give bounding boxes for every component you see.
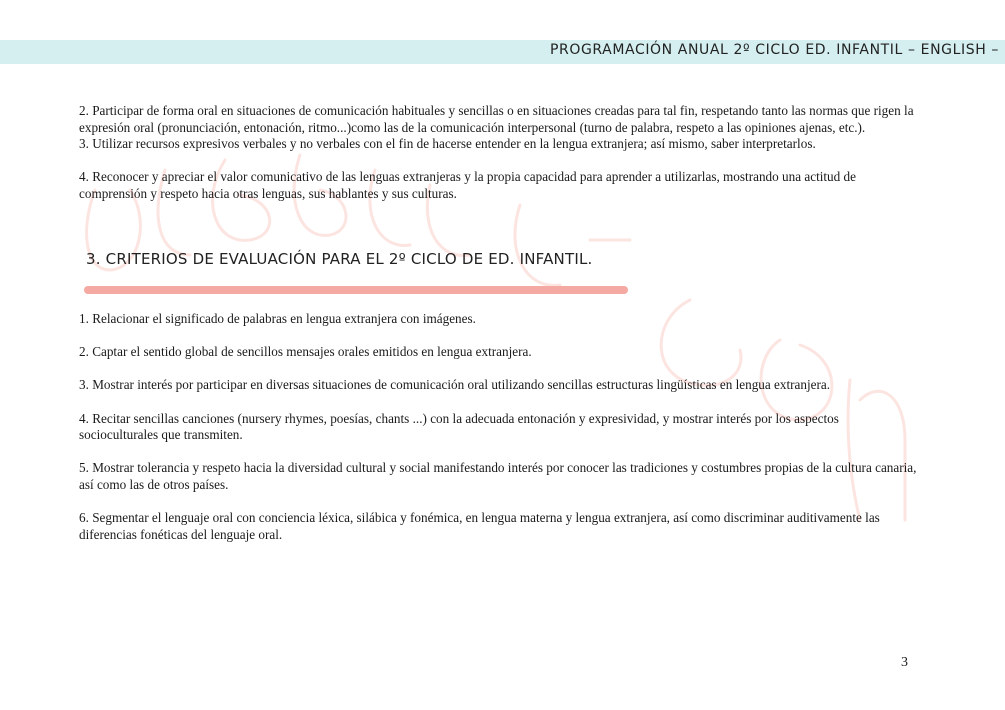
objective-2: 2. Participar de forma oral en situaciones de comunicación habituales y sencillas o en situaciones creadas para tal fin, respetando tanto las normas que rigen la expresión oral (pronunciación, entonación, ritmo...)como las de la comunicación interpersonal (turno de palabra, respeto a las opiniones ajenas, etc.). xyxy=(79,103,914,135)
page-number: 3 xyxy=(901,655,908,670)
spacer xyxy=(79,153,921,170)
criteria-list xyxy=(79,311,921,560)
section-heading-underline xyxy=(84,286,628,294)
document-header-title: PROGRAMACIÓN ANUAL 2º CICLO ED. INFANTIL – ENGLISH – xyxy=(549,42,999,58)
header-band xyxy=(0,40,1005,64)
objective-3: 3. Utilizar recursos expresivos verbales y no verbales con el fin de hacerse entender en la lengua extranjera; así mismo, saber interpretarlos. xyxy=(79,136,816,152)
criterion-4: 4. Recitar sencillas canciones (nursery rhymes, poesías, chants ...) con la adecuada entonación y expresividad, y mostrar interés por los aspectos socioculturales que transmiten. xyxy=(79,410,839,443)
criterion-2: 2. Captar el sentido global de sencillos mensajes orales emitidos en lengua extranjera. xyxy=(79,344,532,360)
objectives-block xyxy=(79,103,921,203)
section-heading: 3. CRITERIOS DE EVALUACIÓN PARA EL 2º CICLO DE ED. INFANTIL. xyxy=(86,250,593,268)
objective-4: 4. Reconocer y apreciar el valor comunicativo de las lenguas extranjeras y la propia capacidad para aprender a utilizarlas, mostrando una actitud de comprensión y respeto hacia otras lenguas, sus hablantes y sus culturas. xyxy=(79,169,856,201)
criterion-6: 6. Segmentar el lenguaje oral con conciencia léxica, silábica y fonémica, en lengua materna y lengua extranjera, así como discriminar auditivamente las diferencias fonéticas del lenguaje oral. xyxy=(79,510,880,542)
criterion-1: 1. Relacionar el significado de palabras en lengua extranjera con imágenes. xyxy=(79,311,476,326)
criterion-5: 5. Mostrar tolerancia y respeto hacia la diversidad cultural y social manifestando interés por conocer las tradiciones y costumbres propias de la cultura canaria, así como las de otros países. xyxy=(79,460,917,492)
criterion-3: 3. Mostrar interés por participar en diversas situaciones de comunicación oral utilizando sencillas estructuras lingüísticas en lengua extranjera. xyxy=(79,377,831,393)
